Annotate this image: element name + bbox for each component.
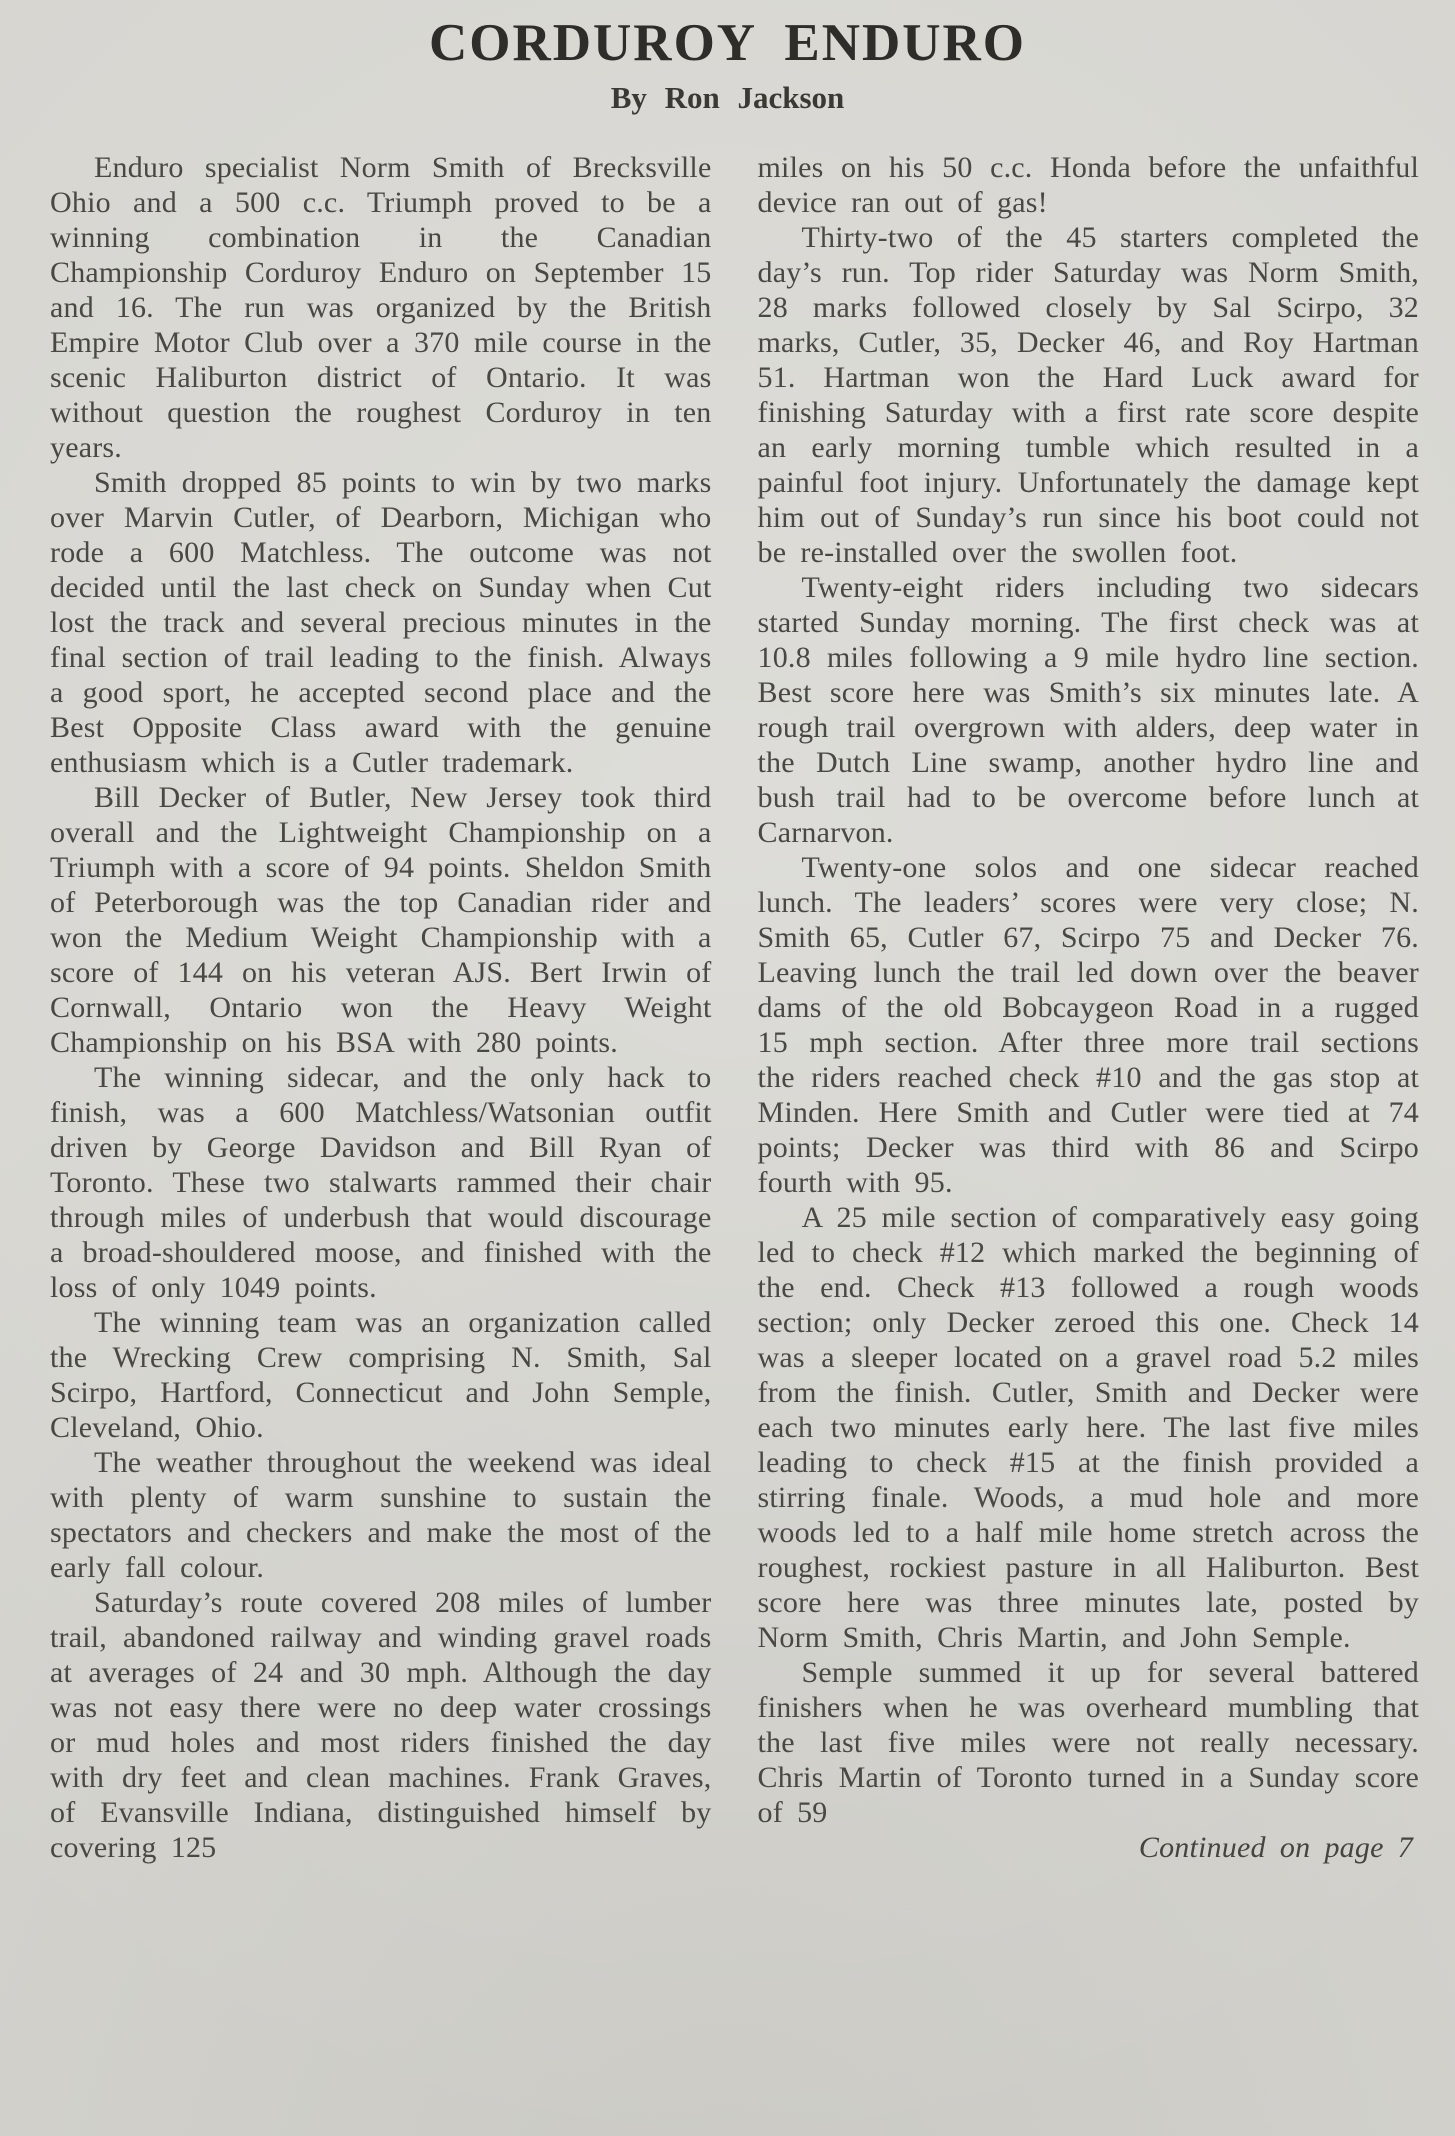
- paragraph: The winning sidecar, and the only hack to finish, was a 600 Matchless/Watsonian outfit driven by George Davidson and Bill Ryan of Toronto. These two stalwarts rammed their chair through miles of underbush that would discourage a broad-shouldered moose, and finished with the loss of only 1049 points.: [50, 1060, 712, 1304]
- article-header: [0, 0, 1455, 116]
- paragraph: Twenty-one solos and one sidecar reached lunch. The leaders’ scores were very close; N. Smith 65, Cutler 67, Scirpo 75 and Decker 76. Leaving lunch the trail led down over the beaver dams of the old Bobcaygeon Road in a rugged 15 mph section. After three more trail sections the riders reached check #10 and the gas stop at Minden. Here Smith and Cutler were tied at 74 points; Decker was third with 86 and Scirpo fourth with 95.: [757, 850, 1419, 1199]
- paragraph: A 25 mile section of comparatively easy going led to check #12 which marked the beginning of the end. Check #13 followed a rough woods section; only Decker zeroed this one. Check 14 was a sleeper located on a gravel road 5.2 miles from the finish. Cutler, Smith and Decker were each two minutes early here. The last five miles leading to check #15 at the finish provided a stirring finale. Woods, a mud hole and more woods led to a half mile home stretch across the roughest, rockiest pasture in all Haliburton. Best score here was three minutes late, posted by Norm Smith, Chris Martin, and John Semple.: [757, 1200, 1419, 1654]
- paragraph: Saturday’s route covered 208 miles of lumber trail, abandoned railway and winding gravel roads at averages of 24 and 30 mph. Although the day was not easy there were no deep water crossings or mud holes and most riders finished the day with dry feet and clean machines. Frank Graves, of Evansville Indiana, distinguished himself by covering 125: [50, 1585, 712, 1864]
- paragraph: Enduro specialist Norm Smith of Brecksville Ohio and a 500 c.c. Triumph proved to be a winning combination in the Canadian Championship Corduroy Enduro on September 15 and 16. The run was organized by the British Empire Motor Club over a 370 mile course in the scenic Haliburton district of Ontario. It was without question the roughest Corduroy in ten years.: [50, 150, 712, 464]
- paragraph: Twenty-eight riders including two sidecars started Sunday morning. The first check was at 10.8 miles following a 9 mile hydro line section. Best score here was Smith’s six minutes late. A rough trail overgrown with alders, deep water in the Dutch Line swamp, another hydro line and bush trail had to be overcome before lunch at Carnarvon.: [757, 570, 1419, 849]
- column-right: [758, 150, 1420, 1865]
- paragraph: The weather throughout the weekend was ideal with plenty of warm sunshine to sustain the spectators and checkers and make the most of the early fall colour.: [50, 1445, 712, 1584]
- continued-note: Continued on page 7: [1138, 1830, 1413, 1864]
- paragraph: Smith dropped 85 points to win by two marks over Marvin Cutler, of Dearborn, Michigan who rode a 600 Matchless. The outcome was not decided until the last check on Sunday when Cut lost the track and several precious minutes in the final section of trail leading to the finish. Always a good sport, he accepted second place and the Best Opposite Class award with the genuine enthusiasm which is a Cutler trademark.: [50, 465, 712, 779]
- paragraph: The winning team was an organization called the Wrecking Crew comprising N. Smith, Sal Scirpo, Hartford, Connecticut and John Semple, Cleveland, Ohio.: [50, 1305, 712, 1444]
- paragraph: miles on his 50 c.c. Honda before the unfaithful device ran out of gas!: [757, 150, 1419, 219]
- page-title: CORDUROY ENDURO: [428, 14, 1027, 72]
- column-left: [50, 150, 712, 1865]
- article-body: [0, 116, 1455, 1865]
- paragraph: Semple summed it up for several battered finishers when he was overheard mumbling that the last five miles were not really necessary. Chris Martin of Toronto turned in a Sunday score of 59: [757, 1655, 1419, 1829]
- byline: By Ron Jackson: [610, 79, 845, 115]
- paragraph: Thirty-two of the 45 starters completed the day’s run. Top rider Saturday was Norm Smith, 28 marks followed closely by Sal Scirpo, 32 marks, Cutler, 35, Decker 46, and Roy Hartman 51. Hartman won the Hard Luck award for finishing Saturday with a first rate score despite an early morning tumble which resulted in a painful foot injury. Unfortunately the damage kept him out of Sunday’s run since his boot could not be re-installed over the swollen foot.: [757, 220, 1419, 569]
- paragraph: Bill Decker of Butler, New Jersey took third overall and the Lightweight Championship on a Triumph with a score of 94 points. Sheldon Smith of Peterborough was the top Canadian rider and won the Medium Weight Championship with a score of 144 on his veteran AJS. Bert Irwin of Cornwall, Ontario won the Heavy Weight Championship on his BSA with 280 points.: [50, 780, 712, 1059]
